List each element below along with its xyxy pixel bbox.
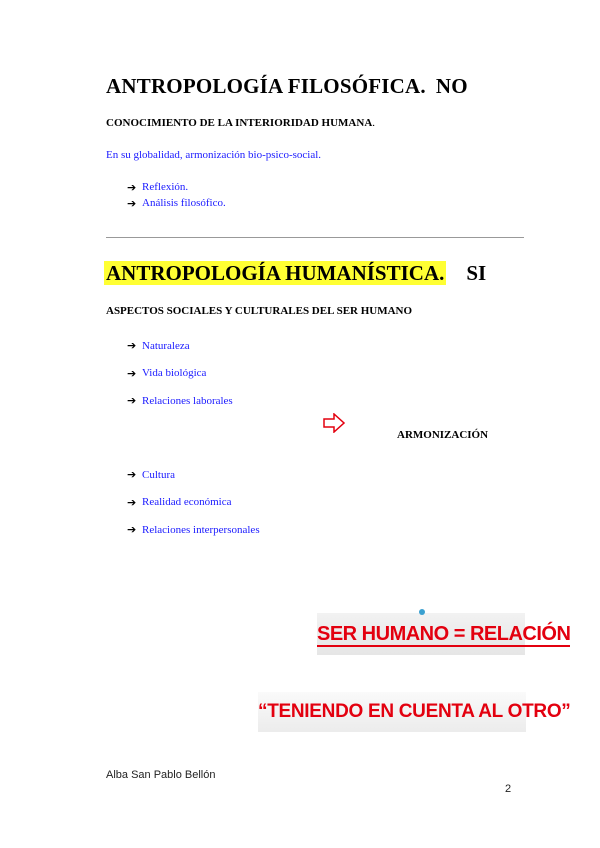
list-item [127,360,233,388]
list-item-label: Vida biológica [142,367,207,380]
section2-list-top [127,332,233,415]
section1-description: En su globalidad, armonización bio-psico-social. [106,149,322,161]
section2-list-bottom [127,461,260,544]
list-item [127,179,226,195]
list-item [127,387,233,415]
list-item-label: Realidad económica [142,496,232,509]
section1-verdict: NO [435,74,468,98]
section1-subtitle-line [106,117,375,129]
relation-banner-text: SER HUMANO = RELACIÓN [317,623,571,645]
footer-author: Alba San Pablo Bellón [106,769,216,781]
dot-ornament [419,609,425,615]
right-arrow-icon: ➔ [127,180,137,194]
right-arrow-icon: ➔ [127,394,137,408]
section2-subtitle: ASPECTOS SOCIALES Y CULTURALES DEL SER HUMANO [106,305,413,317]
relation-banner [317,613,571,655]
list-item-label: Cultura [142,468,175,481]
other-banner-text: “TENIENDO EN CUENTA AL OTRO” [258,701,571,722]
page-number: 2 [505,783,512,795]
list-item [127,332,233,360]
list-item-label: Naturaleza [142,339,190,352]
section2-heading [104,261,486,286]
right-arrow-icon: ➔ [127,468,137,482]
armonizacion-label: ARMONIZACIÓN [397,429,489,441]
section-divider [106,237,524,238]
outline-right-arrow-icon [323,413,345,433]
list-item [127,489,260,517]
section2-title: ANTROPOLOGÍA HUMANÍSTICA. [106,261,445,285]
section1-list [127,179,226,211]
right-arrow-icon: ➔ [127,196,137,210]
list-item-label: Análisis filosófico. [142,197,226,209]
right-arrow-icon: ➔ [127,339,137,353]
list-item [127,195,226,211]
section2-verdict: SI [466,261,487,285]
other-banner [258,692,571,732]
right-arrow-icon: ➔ [127,523,137,537]
list-item-label: Relaciones interpersonales [142,523,260,536]
section1-heading [106,74,468,99]
right-arrow-icon: ➔ [127,495,137,509]
list-item [127,461,260,489]
list-item-label: Reflexión. [142,181,189,193]
right-arrow-icon: ➔ [127,366,137,380]
section1-subtitle-dot: . [372,117,376,129]
section1-title: ANTROPOLOGÍA FILOSÓFICA. [106,74,426,98]
list-item-label: Relaciones laborales [142,394,233,407]
list-item [127,516,260,544]
section1-subtitle: CONOCIMIENTO DE LA INTERIORIDAD HUMANA [106,117,373,129]
